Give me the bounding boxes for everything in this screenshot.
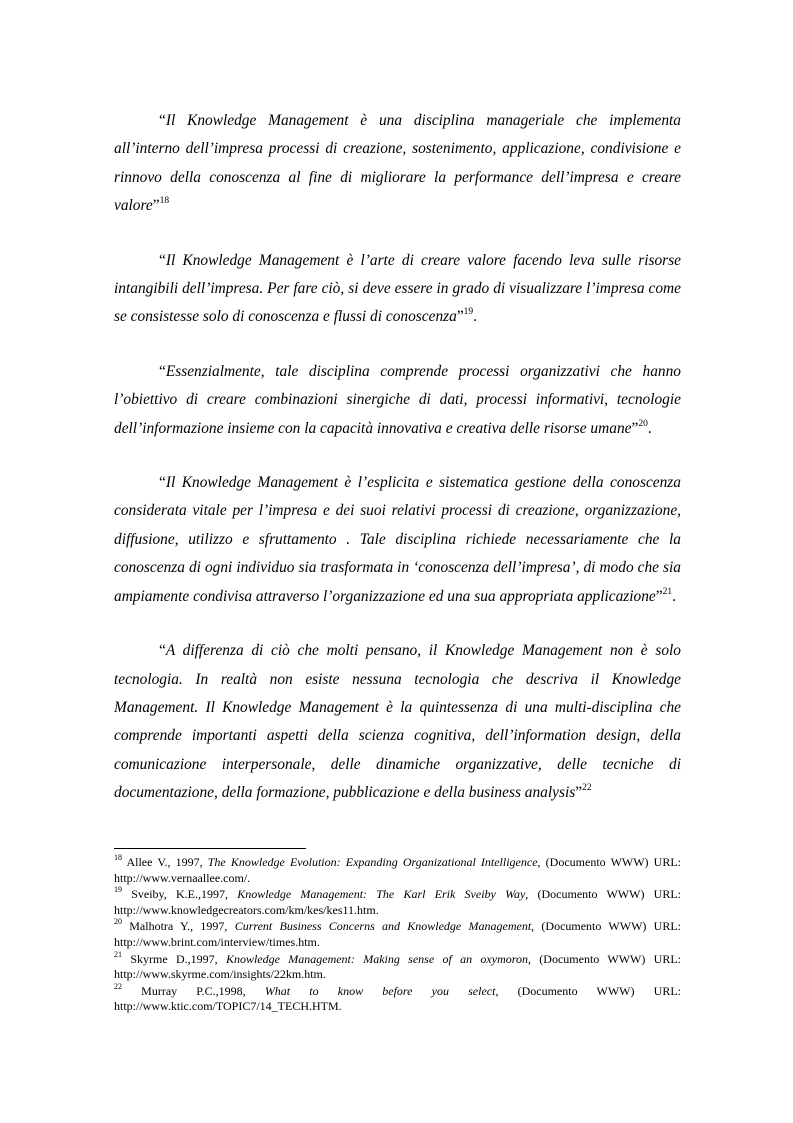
- footnote-separator: [114, 848, 306, 849]
- footnote-ref: 19: [463, 307, 474, 318]
- footnote-ref: 20: [638, 418, 648, 429]
- footnote-title: The Knowledge Evolution: Expanding Organizational Intelligence: [207, 855, 538, 869]
- footnote-20: $^{20}$ Malhotra Y., 1997, Current Business Concerns and Knowledge Management, (Documento WWW) URL: http://www.brint.com/interview/times.htm.: [114, 917, 681, 949]
- footnote-title: Current Business Concerns and Knowledge Management: [234, 919, 532, 934]
- footnote-22: $^{22}$ Murray P.C.,1998, What to know before you select, (Documento WWW) URL: http://www.ktic.com/TOPIC7/14_TECH.HTM.: [114, 981, 681, 1014]
- footnote-ref: 18: [159, 196, 170, 207]
- quote-paragraph-1: “Il Knowledge Management è una disciplina manageriale che implementa all’interno dell’impresa processi di creazione, sostenimento, applicazione, condivisione e rinnovo della conoscenza al fine di migliorare la performance dell’impresa e creare valore”$^{18}$: [114, 112, 681, 215]
- footnote-ref: 21: [662, 586, 673, 597]
- footnote-ref: 22: [582, 783, 592, 793]
- quote-paragraph-2: “Il Knowledge Management è l’arte di creare valore facendo leva sulle risorse intangibili dell’impresa. Per fare ciò, si deve essere in grado di visualizzare l’impresa come se consistesse solo di conoscenza e flussi di conoscenza”$^{19}$.: [114, 251, 681, 326]
- footnote-number: 21: [114, 949, 122, 959]
- quote-text: Il Knowledge Management è l’esplicita e sistematica gestione della conoscenza considerata vitale per l’impresa e dei suoi relativi processi di creazione, organizzazione, diffusione, utilizzo e sfruttamento . Tale disciplina richiede necessariamente che la conoscenza di ogni individuo sia trasformata in ‘conoscenza dell’impresa’, di modo che sia ampiamente condivisa attraverso l’organizzazione ed una sua appropriata applicazione: [114, 474, 681, 605]
- footnote-title: Knowledge Management: The Karl Erik Sveiby Way: [237, 887, 526, 902]
- footnote-title: Knowledge Management: Making sense of an oxymoron: [225, 951, 528, 966]
- quote-text: Il Knowledge Management è l’arte di creare valore facendo leva sulle risorse intangibili dell’impresa. Per fare ciò, si deve essere in grado di visualizzare l’impresa come se consistesse solo di conoscenza e flussi di conoscenza: [114, 251, 681, 326]
- quote-paragraph-4: “Il Knowledge Management è l’esplicita e sistematica gestione della conoscenza considerata vitale per l’impresa e dei suoi relativi processi di creazione, organizzazione, diffusione, utilizzo e sfruttamento . Tale disciplina richiede necessariamente che la conoscenza di ogni individuo sia trasformata in ‘conoscenza dell’impresa’, di modo che sia ampiamente condivisa attraverso l’organizzazione ed una sua appropriata applicazione”$^{21}$.: [114, 474, 681, 605]
- quote-paragraph-5: “A differenza di ciò che molti pensano, il Knowledge Management non è solo tecnologia. In realtà non esiste nessuna tecnologia che descriva il Knowledge Management. Il Knowledge Management è la quintessenza di una multi-disciplina che comprende importanti aspetti della scienza cognitiva, dell’information design, della comunicazione interpersonale, delle dinamiche organizzative, delle tecniche di documentazione, della formazione, pubblicazione e della business analysis”$^{22}$: [114, 642, 681, 802]
- footnote-18: $^{18}$ Allee V., 1997, The Knowledge Evolution: Expanding Organizational Intelligence, (Documento WWW) URL: http://www.vernaallee.com/.: [114, 853, 682, 885]
- footnote-number: 19: [114, 885, 122, 895]
- footnotes: [114, 855, 681, 1016]
- quote-text: Il Knowledge Management è una disciplina manageriale che implementa all’interno dell’impresa processi di creazione, sostenimento, applicazione, condivisione e rinnovo della conoscenza al fine di migliorare la performance dell’impresa e creare valore: [114, 112, 681, 215]
- footnote-title: What to know before you select: [264, 983, 496, 998]
- main-text: [114, 107, 681, 834]
- footnote-number: 20: [114, 917, 122, 927]
- quote-paragraph-3: “Essenzialmente, tale disciplina comprende processi organizzativi che hanno l’obiettivo di creare combinazioni sinergiche di dati, processi informativi, tecnologie dell’informazione insieme con la capacità innovativa e creativa delle risorse umane”$^{20}$.: [114, 362, 681, 437]
- quote-text: Essenzialmente, tale disciplina comprende processi organizzativi che hanno l’obiettivo di creare combinazioni sinergiche di dati, processi informativi, tecnologie dell’informazione insieme con la capacità innovativa e creativa delle risorse umane: [114, 362, 681, 437]
- footnote-19: $^{19}$ Sveiby, K.E.,1997, Knowledge Management: The Karl Erik Sveiby Way, (Documento WWW) URL: http://www.knowledgecreators.com/km/kes/kes11.htm.: [114, 885, 682, 917]
- footnote-number: 18: [114, 853, 122, 862]
- quote-text: A differenza di ciò che molti pensano, il Knowledge Management non è solo tecnologia. In realtà non esiste nessuna tecnologia che descriva il Knowledge Management. Il Knowledge Management è la quintessenza di una multi-disciplina che comprende importanti aspetti della scienza cognitiva, dell’information design, della comunicazione interpersonale, delle dinamiche organizzative, delle tecniche di documentazione, della formazione, pubblicazione e della business analysis: [114, 642, 681, 802]
- footnote-21: $^{21}$ Skyrme D.,1997, Knowledge Management: Making sense of an oxymoron, (Documento WWW) URL: http://www.skyrme.com/insights/22km.htm.: [114, 949, 681, 982]
- footnote-number: 22: [114, 981, 122, 991]
